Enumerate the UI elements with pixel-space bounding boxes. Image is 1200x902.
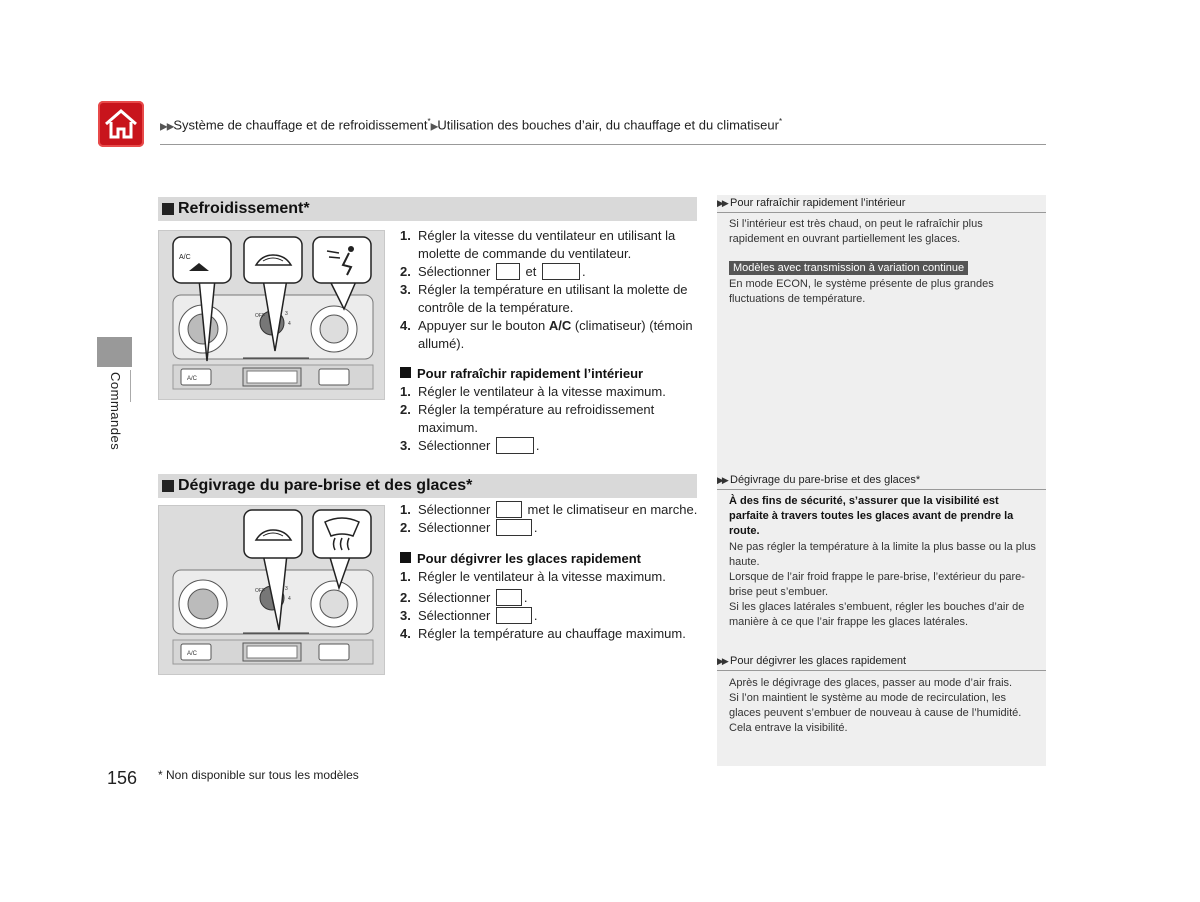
list-item: 4. Appuyer sur le bouton A/C (climatiseur) (témoin allumé). xyxy=(400,318,693,352)
safety-warning: À des fins de sécurité, s’assurer que la visibilité est parfaite à travers toutes les glaces avant de prendre la route. xyxy=(729,495,1014,537)
fan-level-4: 4 xyxy=(288,321,291,327)
list-item: 1. Régler le ventilateur à la vitesse maximum. xyxy=(400,384,666,400)
page-number: 156 xyxy=(107,768,138,788)
list-item: 4. Régler la température au chauffage maximum. xyxy=(400,626,686,642)
list-item: 3. Sélectionner . xyxy=(400,438,540,454)
list-item: 1. Régler le ventilateur à la vitesse maximum. xyxy=(400,569,666,585)
fan-level-3: 3 xyxy=(285,311,288,317)
list-item: 3. Régler la température en utilisant la molette de contrôle de la température. xyxy=(400,282,688,316)
note-text: Si l’on maintient le système au mode de recirculation, les glaces peuvent s’embuer de nouveau à cause de l’humidité. Cela entrave la visibilité. xyxy=(729,692,1022,734)
list-item: 2. Sélectionner . xyxy=(400,590,528,606)
section-heading-cooling: Refroidissement* xyxy=(158,197,697,221)
note-heading[interactable]: ▶▶ Dégivrage du pare-brise et des glaces* xyxy=(717,474,921,486)
subheading-quick-defrost: Pour dégivrer les glaces rapidement xyxy=(400,550,700,568)
breadcrumb-arrow-icon: ▶ xyxy=(430,121,438,133)
recirculation-on-icon xyxy=(496,437,534,454)
cooling-steps xyxy=(400,227,700,455)
recirculation-icon xyxy=(496,519,532,536)
vent-mode-icon xyxy=(496,263,520,280)
header-divider xyxy=(160,144,1046,145)
chapter-tab-label: Commandes xyxy=(108,372,123,451)
note-text: Après le dégivrage des glaces, passer au mode d’air frais. xyxy=(729,677,1013,689)
home-button[interactable] xyxy=(98,101,144,147)
subheading-quick-cool: Pour rafraîchir rapidement l’intérieur xyxy=(400,365,700,383)
heading-square-icon xyxy=(162,203,174,215)
list-item: 2. Régler la température au refroidissement maximum. xyxy=(400,402,655,436)
list-item: 1. Régler la vitesse du ventilateur en utilisant la molette de commande du ventilateur. xyxy=(400,228,676,261)
recirculation-icon xyxy=(542,263,580,280)
section-heading-defrost: Dégivrage du pare-brise et des glaces* xyxy=(158,474,697,498)
home-icon xyxy=(103,107,139,141)
note-text: En mode ECON, le système présente de plus grandes fluctuations de température. xyxy=(729,278,994,305)
chapter-tab-line xyxy=(130,370,131,402)
windshield-defrost-icon xyxy=(496,501,522,518)
note-text: Lorsque de l’air froid frappe le pare-brise, l’extérieur du pare-brise peut s’embuer. xyxy=(729,571,1025,598)
fresh-air-icon xyxy=(496,607,532,624)
notes-sidebar xyxy=(717,195,1046,766)
list-item: 2. Sélectionner . xyxy=(400,520,538,536)
cooling-illustration xyxy=(158,230,385,400)
heading-square-icon xyxy=(162,480,174,492)
chapter-tab-marker[interactable] xyxy=(97,337,132,367)
defrost-steps xyxy=(400,501,700,643)
off-label: OFF xyxy=(255,588,265,594)
model-badge: Modèles avec transmission à variation continue xyxy=(729,261,968,275)
list-item: 2. Sélectionner et . xyxy=(400,264,586,279)
breadcrumb-item-usage[interactable]: Utilisation des bouches d’air, du chauffage et du climatiseur xyxy=(437,117,779,133)
defrost-illustration xyxy=(158,505,385,675)
note-text: Si les glaces latérales s’embuent, régler les bouches d’air de manière à ce que l’air frappe les glaces latérales. xyxy=(729,601,1025,628)
note-text: Si l’intérieur est très chaud, on peut le rafraîchir plus rapidement en ouvrant partiellement les glaces. xyxy=(729,218,983,245)
ac-button-label: A/C xyxy=(187,376,198,382)
off-label: OFF xyxy=(255,313,265,319)
note-arrow-icon: ▶▶ xyxy=(717,656,727,666)
windshield-defrost-icon xyxy=(496,589,522,606)
ac-button-label: A/C xyxy=(187,651,198,657)
footnote: * Non disponible sur tous les modèles xyxy=(158,768,359,782)
list-item: 3. Sélectionner . xyxy=(400,608,538,624)
fan-level-4: 4 xyxy=(288,596,291,602)
note-heading[interactable]: ▶▶ Pour rafraîchir rapidement l’intérieur xyxy=(717,197,906,209)
list-item: 1. Sélectionner met le climatiseur en marche. xyxy=(400,502,698,517)
ac-callout-label: A/C xyxy=(179,254,191,261)
note-text: Ne pas régler la température à la limite la plus basse ou la plus haute. xyxy=(729,541,1036,568)
fan-level-3: 3 xyxy=(285,586,288,592)
note-arrow-icon: ▶▶ xyxy=(717,198,727,208)
section-title-defrost: Dégivrage du pare-brise et des glaces xyxy=(178,477,467,494)
note-heading[interactable]: ▶▶ Pour dégivrer les glaces rapidement xyxy=(717,655,907,667)
breadcrumb-arrow-icon: ▶▶ xyxy=(160,121,174,133)
section-title-cooling: Refroidissement xyxy=(178,200,304,217)
note-arrow-icon: ▶▶ xyxy=(717,475,727,485)
breadcrumb-item-system[interactable]: Système de chauffage et de refroidissement xyxy=(173,117,428,133)
breadcrumb: ▶▶Système de chauffage et de refroidissement*▶Utilisation des bouches d’air, du chauffage et du climatiseur* xyxy=(160,117,783,133)
